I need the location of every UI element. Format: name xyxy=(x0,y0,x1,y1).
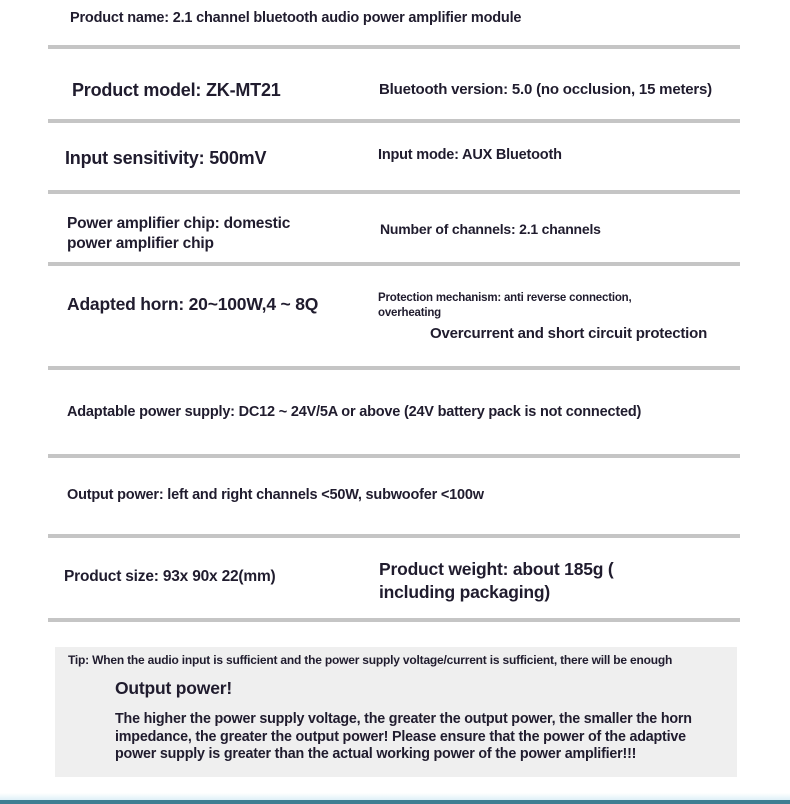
adapted-horn-text: Adapted horn: 20~100W,4 ~ 8Q xyxy=(67,294,319,314)
row-divider xyxy=(48,366,740,370)
amplifier-chip-text xyxy=(67,214,367,254)
protection-mechanism-line1: Protection mechanism: anti reverse connection, xyxy=(378,292,632,304)
tip-body-line3: power supply is greater than the actual working power of the power amplifier!!! xyxy=(115,746,637,762)
row-divider xyxy=(48,534,740,538)
tip-headline-text: Output power! xyxy=(115,678,232,698)
amplifier-chip-line1: Power amplifier chip: domestic xyxy=(67,215,291,232)
output-power-text: Output power: left and right channels <50W, subwoofer <100w xyxy=(67,487,484,503)
channel-count-text: Number of channels: 2.1 channels xyxy=(380,221,601,237)
tip-body-line1: The higher the power supply voltage, the greater the output power, the smaller the horn xyxy=(115,711,692,727)
amplifier-chip-line2: power amplifier chip xyxy=(67,235,214,252)
product-weight-line2: including packaging) xyxy=(379,582,551,602)
row-divider xyxy=(48,454,740,458)
product-name-text: Product name: 2.1 channel bluetooth audio power amplifier module xyxy=(70,10,522,26)
bluetooth-version-text: Bluetooth version: 5.0 (no occlusion, 15 meters) xyxy=(379,81,712,98)
product-weight-line1: Product weight: about 185g ( xyxy=(379,559,614,579)
tip-section xyxy=(55,647,737,777)
power-supply-text: Adaptable power supply: DC12 ~ 24V/5A or above (24V battery pack is not connected) xyxy=(67,404,642,420)
protection-mechanism-line2: overheating xyxy=(378,307,441,319)
tip-body-line2: impedance, the greater the output power! Please ensure that the power of the adaptive xyxy=(115,728,686,745)
input-sensitivity-text: Input sensitivity: 500mV xyxy=(65,148,267,168)
tip-body-text xyxy=(115,711,730,764)
row-divider xyxy=(48,45,740,49)
input-mode-text: Input mode: AUX Bluetooth xyxy=(378,147,562,163)
product-size-text: Product size: 93x 90x 22(mm) xyxy=(64,568,276,585)
tip-intro-text: Tip: When the audio input is sufficient and the power supply voltage/current is sufficient, there will be enough xyxy=(68,653,673,667)
row-divider xyxy=(48,262,740,266)
row-divider xyxy=(48,190,740,194)
product-model-text: Product model: ZK-MT21 xyxy=(72,80,281,100)
overcurrent-protection-text: Overcurrent and short circuit protection xyxy=(430,325,708,342)
protection-mechanism-text xyxy=(378,291,708,321)
row-divider xyxy=(48,618,740,622)
bottom-accent-line xyxy=(0,793,790,804)
row-divider xyxy=(48,119,740,123)
product-weight-text xyxy=(379,558,724,604)
